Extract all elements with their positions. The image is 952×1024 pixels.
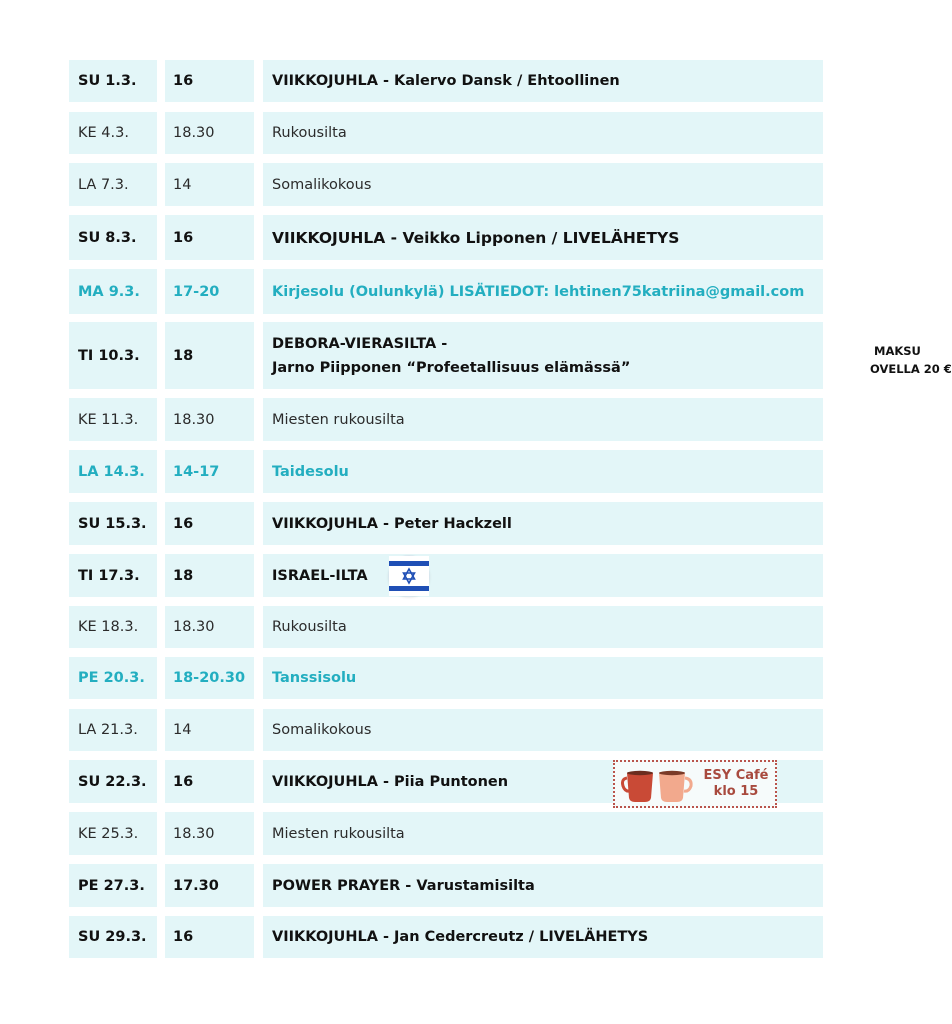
table-row: [69, 606, 823, 648]
time-cell: 18: [165, 322, 254, 389]
event-cell: [263, 554, 823, 597]
israel-flag-icon: [389, 556, 429, 596]
table-row: [69, 60, 823, 102]
time-cell: 16: [165, 215, 254, 260]
event-cell: Somalikokous: [263, 163, 823, 206]
table-row: [69, 916, 823, 958]
table-row: [69, 163, 823, 206]
event-cell: Miesten rukousilta: [263, 398, 823, 441]
cafe-text: [699, 768, 773, 800]
date-cell: SU 8.3.: [69, 215, 157, 260]
date-cell: TI 10.3.: [69, 322, 157, 389]
event-cell: Kirjesolu (Oulunkylä) LISÄTIEDOT: lehtinen75katriina@gmail.com: [263, 269, 823, 314]
time-cell: 17-20: [165, 269, 254, 314]
time-cell: 16: [165, 502, 254, 545]
event-cell: Miesten rukousilta: [263, 812, 823, 855]
event-cell: Taidesolu: [263, 450, 823, 493]
date-cell: SU 22.3.: [69, 760, 157, 803]
date-cell: KE 11.3.: [69, 398, 157, 441]
time-cell: 16: [165, 760, 254, 803]
cafe-title: ESY Café: [703, 768, 769, 783]
event-cell: POWER PRAYER - Varustamisilta: [263, 864, 823, 907]
time-cell: 18-20.30: [165, 657, 254, 699]
event-cell: VIIKKOJUHLA - Peter Hackzell: [263, 502, 823, 545]
event-text: [272, 332, 630, 380]
event-cell: Tanssisolu: [263, 657, 823, 699]
table-row: [69, 112, 823, 154]
event-cell: Rukousilta: [263, 112, 823, 154]
date-cell: LA 14.3.: [69, 450, 157, 493]
date-cell: SU 15.3.: [69, 502, 157, 545]
table-row: [69, 812, 823, 855]
date-cell: PE 27.3.: [69, 864, 157, 907]
table-row: [69, 269, 823, 314]
time-cell: 14: [165, 709, 254, 751]
date-cell: LA 7.3.: [69, 163, 157, 206]
table-row: [69, 709, 823, 751]
event-cell: [263, 760, 823, 803]
date-cell: KE 18.3.: [69, 606, 157, 648]
table-row: [69, 215, 823, 260]
date-cell: KE 25.3.: [69, 812, 157, 855]
time-cell: 18.30: [165, 398, 254, 441]
table-row: [69, 864, 823, 907]
date-cell: MA 9.3.: [69, 269, 157, 314]
time-cell: 16: [165, 916, 254, 958]
event-cell: VIIKKOJUHLA - Jan Cedercreutz / LIVELÄHETYS: [263, 916, 823, 958]
event-text: ISRAEL-ILTA: [272, 567, 368, 584]
time-cell: 14: [165, 163, 254, 206]
time-cell: 18.30: [165, 606, 254, 648]
date-cell: SU 1.3.: [69, 60, 157, 102]
date-cell: SU 29.3.: [69, 916, 157, 958]
date-cell: TI 17.3.: [69, 554, 157, 597]
table-row: [69, 450, 823, 493]
event-cell: VIIKKOJUHLA - Kalervo Dansk / Ehtoollinen: [263, 60, 823, 102]
event-text: VIIKKOJUHLA - Piia Puntonen: [272, 773, 509, 790]
table-row: [69, 322, 952, 389]
date-cell: LA 21.3.: [69, 709, 157, 751]
cafe-badge: [613, 760, 777, 808]
cafe-time: klo 15: [713, 784, 759, 799]
table-row: [69, 398, 823, 441]
time-cell: 18.30: [165, 812, 254, 855]
table-row: [69, 657, 823, 699]
time-cell: 18.30: [165, 112, 254, 154]
payment-note-line1: MAKSU: [874, 344, 921, 358]
table-row: [69, 760, 823, 803]
event-cell: Somalikokous: [263, 709, 823, 751]
event-subtitle: Jarno Piipponen “Profeetallisuus elämässä”: [272, 359, 631, 376]
date-cell: KE 4.3.: [69, 112, 157, 154]
table-row: [69, 502, 823, 545]
payment-note-line2: OVELLA 20 €: [870, 362, 952, 376]
time-cell: 18: [165, 554, 254, 597]
event-title: DEBORA-VIERASILTA -: [272, 335, 448, 352]
time-cell: 17.30: [165, 864, 254, 907]
date-cell: PE 20.3.: [69, 657, 157, 699]
event-cell: VIIKKOJUHLA - Veikko Lipponen / LIVELÄHETYS: [263, 215, 823, 260]
time-cell: 14-17: [165, 450, 254, 493]
coffee-cups-icon: [623, 769, 693, 803]
event-cell: Rukousilta: [263, 606, 823, 648]
event-cell: [263, 322, 952, 389]
time-cell: 16: [165, 60, 254, 102]
payment-note: [870, 342, 952, 378]
table-row: [69, 554, 823, 597]
